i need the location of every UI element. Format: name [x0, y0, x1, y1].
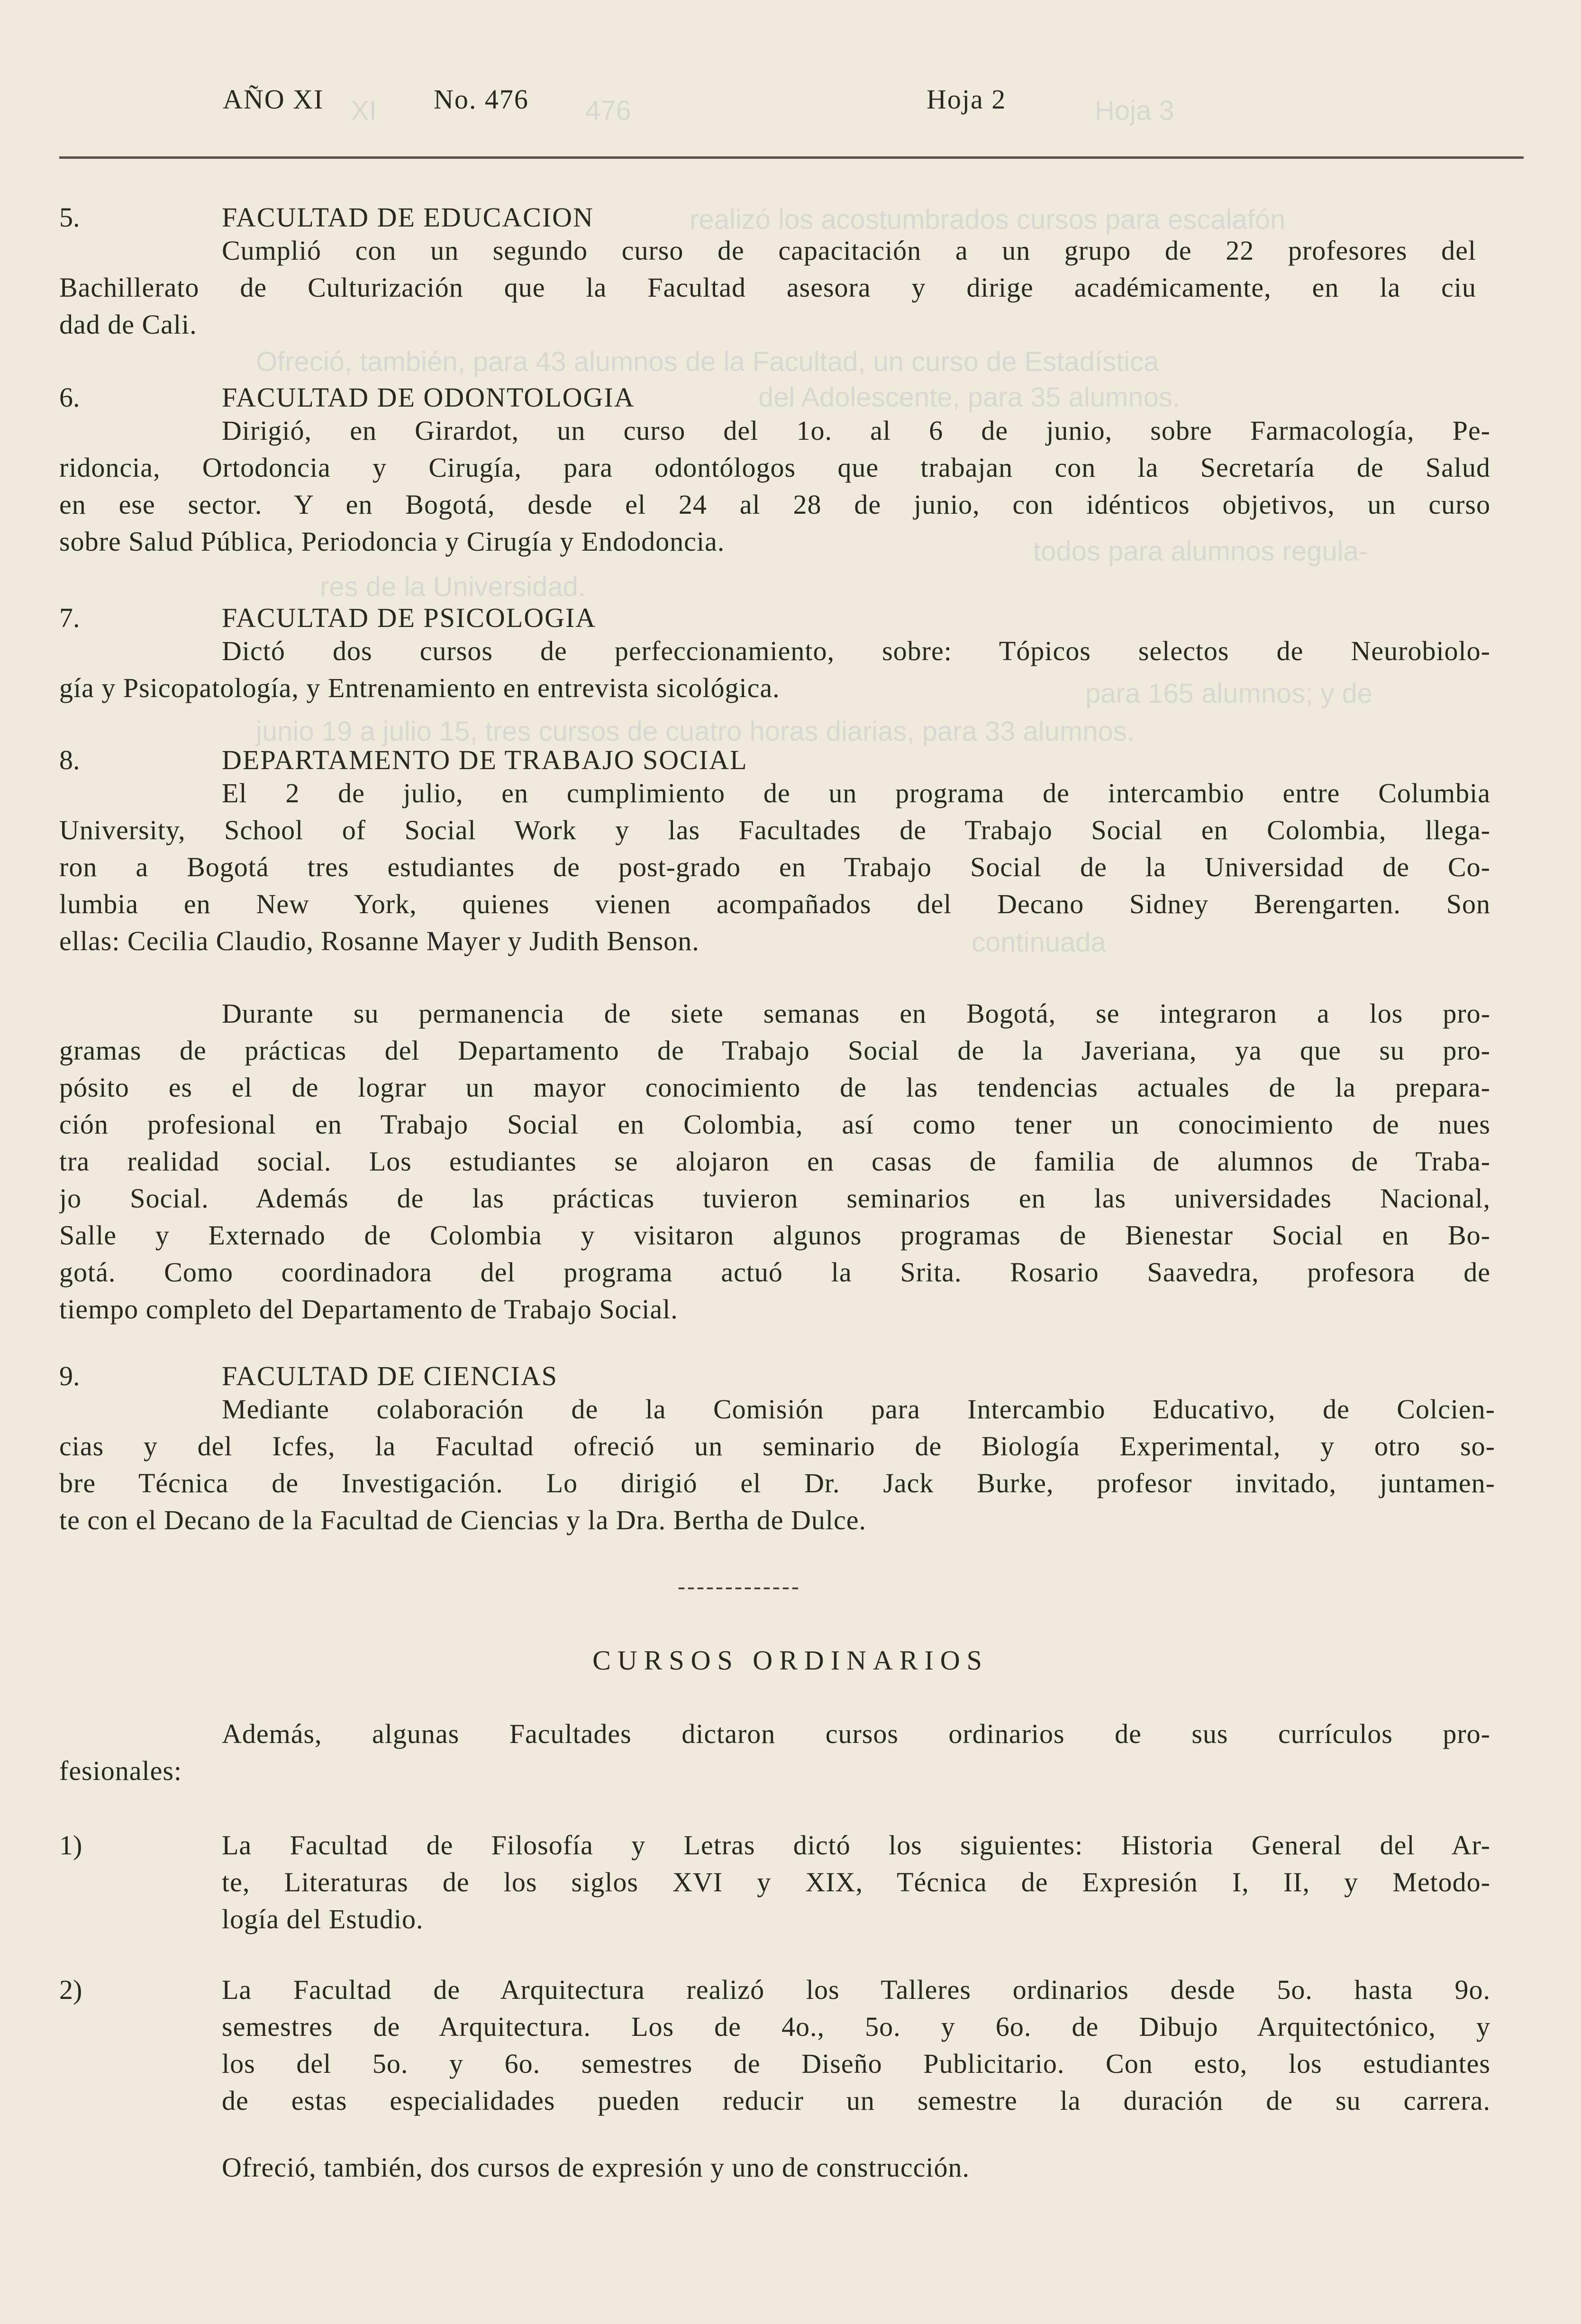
bleed-line: todos para alumnos regula-	[1033, 536, 1368, 567]
list-item-number: 1)	[59, 1830, 82, 1861]
bleed-header-year: XI	[351, 95, 377, 126]
section-title: FACULTAD DE EDUCACION	[222, 202, 594, 233]
text-line: te con el Decano de la Facultad de Ciencias y la Dra. Bertha de Dulce.	[59, 1505, 866, 1535]
text-line: semestres de Arquitectura. Los de 4o., 5o. y 6o. de Dibujo Arquitectónico, y	[222, 2011, 1490, 2042]
text-line: University, School of Social Work y las Facultades de Trabajo Social en Colombia, llega-	[59, 815, 1490, 845]
section-number: 8.	[59, 744, 80, 775]
text-line: Cumplió con un segundo curso de capacitación a un grupo de 22 profesores del	[222, 235, 1476, 266]
header-rule	[59, 156, 1524, 159]
bleed-line: del Adolescente, para 35 alumnos.	[758, 382, 1180, 413]
text-line: sobre Salud Pública, Periodoncia y Cirugía y Endodoncia.	[59, 526, 725, 557]
text-line: Mediante colaboración de la Comisión para Intercambio Educativo, de Colcien-	[222, 1394, 1495, 1425]
text-line: pósito es el de lograr un mayor conocimiento de las tendencias actuales de la prepara-	[59, 1072, 1490, 1103]
paragraph	[59, 1391, 1495, 1539]
paragraph	[59, 633, 1490, 707]
section-title: DEPARTAMENTO DE TRABAJO SOCIAL	[222, 744, 748, 775]
paragraph	[222, 2149, 1490, 2186]
text-line: dad de Cali.	[59, 309, 197, 340]
text-line: Además, algunas Facultades dictaron cursos ordinarios de sus currículos pro-	[222, 1718, 1490, 1749]
text-line: ron a Bogotá tres estudiantes de post-grado en Trabajo Social de la Universidad de Co-	[59, 852, 1490, 882]
section-number: 9.	[59, 1361, 80, 1391]
text-line: tiempo completo del Departamento de Trabajo Social.	[59, 1294, 678, 1325]
bleed-header-sheet: Hoja 3	[1095, 95, 1174, 126]
list-item	[222, 1971, 1490, 2119]
text-line: te, Literaturas de los siglos XVI y XIX, Técnica de Expresión I, II, y Metodo-	[222, 1867, 1490, 1897]
text-line: gotá. Como coordinadora del programa actuó la Srita. Rosario Saavedra, profesora de	[59, 1257, 1490, 1288]
section-number: 6.	[59, 382, 80, 413]
bleed-line: para 165 alumnos; y de	[1085, 678, 1373, 709]
text-line: Dirigió, en Girardot, un curso del 1o. al 6 de junio, sobre Farmacología, Pe-	[222, 415, 1490, 446]
text-line: Dictó dos cursos de perfeccionamiento, sobre: Tópicos selectos de Neurobiolo-	[222, 635, 1490, 666]
list-item-number: 2)	[59, 1974, 82, 2005]
text-line: los del 5o. y 6o. semestres de Diseño Publicitario. Con esto, los estudiantes	[222, 2048, 1490, 2079]
text-line: fesionales:	[59, 1755, 182, 1786]
paragraph	[59, 1716, 1490, 1789]
text-line: lumbia en New York, quienes vienen acompañados del Decano Sidney Berengarten. Son	[59, 889, 1490, 919]
paragraph	[59, 775, 1490, 960]
header-year: AÑO XI	[223, 84, 324, 115]
text-line: gía y Psicopatología, y Entrenamiento en entrevista sicológica.	[59, 672, 780, 703]
bleed-line: continuada	[972, 927, 1106, 958]
text-line: en ese sector. Y en Bogotá, desde el 24 al 28 de junio, con idénticos objetivos, un curso	[59, 489, 1490, 520]
text-line: cias y del Icfes, la Facultad ofreció un seminario de Biología Experimental, y otro so-	[59, 1431, 1495, 1462]
bleed-line: junio 19 a julio 15, tres cursos de cuatro horas diarias, para 33 alumnos.	[256, 716, 1135, 747]
text-line: ridoncia, Ortodoncia y Cirugía, para odontólogos que trabajan con la Secretaría de Salud	[59, 452, 1490, 483]
bleed-line: res de la Universidad.	[320, 572, 586, 602]
text-line: El 2 de julio, en cumplimiento de un programa de intercambio entre Columbia	[222, 778, 1490, 808]
paragraph	[59, 232, 1476, 343]
bleed-header-number: 476	[585, 95, 631, 126]
section-heading: CURSOS ORDINARIOS	[592, 1645, 989, 1676]
list-item	[222, 1827, 1490, 1938]
text-line: La Facultad de Arquitectura realizó los Talleres ordinarios desde 5o. hasta 9o.	[222, 1974, 1490, 2005]
paragraph	[59, 995, 1490, 1328]
text-line: Durante su permanencia de siete semanas en Bogotá, se integraron a los pro-	[222, 998, 1490, 1029]
text-line: gramas de prácticas del Departamento de Trabajo Social de la Javeriana, ya que su pro-	[59, 1035, 1490, 1066]
separator-line: -------------	[678, 1574, 801, 1599]
page-header	[0, 83, 1581, 126]
text-line: tra realidad social. Los estudiantes se alojaron en casas de familia de alumnos de Traba-	[59, 1146, 1490, 1177]
section-title: FACULTAD DE ODONTOLOGIA	[222, 382, 635, 413]
text-line: bre Técnica de Investigación. Lo dirigió el Dr. Jack Burke, profesor invitado, juntamen-	[59, 1468, 1495, 1498]
paragraph	[59, 412, 1490, 560]
header-sheet: Hoja 2	[927, 84, 1007, 115]
header-number: No. 476	[434, 84, 529, 115]
text-line: de estas especialidades pueden reducir un semestre la duración de su carrera.	[222, 2085, 1490, 2116]
text-line: ellas: Cecilia Claudio, Rosanne Mayer y Judith Benson.	[59, 926, 700, 956]
section-number: 7.	[59, 602, 80, 633]
text-line: jo Social. Además de las prácticas tuvieron seminarios en las universidades Nacional,	[59, 1183, 1490, 1214]
section-title: FACULTAD DE CIENCIAS	[222, 1361, 558, 1391]
section-number: 5.	[59, 202, 80, 233]
bleed-line: realizó los acostumbrados cursos para escalafón	[690, 204, 1286, 235]
text-line: logía del Estudio.	[222, 1904, 424, 1934]
text-line: Salle y Externado de Colombia y visitaron algunos programas de Bienestar Social en Bo-	[59, 1220, 1490, 1251]
text-line: Ofreció, también, dos cursos de expresión y uno de construcción.	[222, 2152, 970, 2183]
text-line: La Facultad de Filosofía y Letras dictó los siguientes: Historia General del Ar-	[222, 1830, 1490, 1861]
text-line: Bachillerato de Culturización que la Facultad asesora y dirige académicamente, en la ciu	[59, 272, 1476, 303]
section-title: FACULTAD DE PSICOLOGIA	[222, 602, 597, 633]
text-line: ción profesional en Trabajo Social en Colombia, así como tener un conocimiento de nues	[59, 1109, 1490, 1140]
bleed-line: Ofreció, también, para 43 alumnos de la Facultad, un curso de Estadística	[256, 346, 1159, 377]
